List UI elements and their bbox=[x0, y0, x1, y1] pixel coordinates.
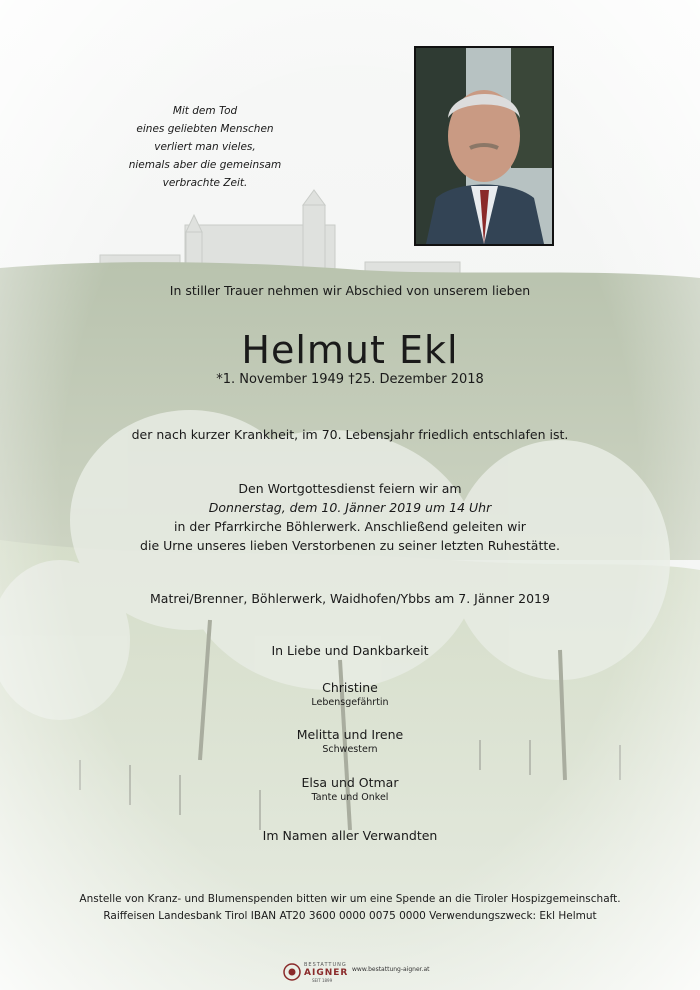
place-date: Matrei/Brenner, Böhlerwerk, Waidhofen/Ybbs am 7. Jänner 2019 bbox=[150, 591, 550, 606]
love-text: In Liebe und Dankbarkeit bbox=[271, 643, 429, 658]
service-line-1: Den Wortgottesdienst feiern wir am bbox=[238, 481, 462, 496]
poem-line: Mit dem Tod bbox=[172, 105, 238, 117]
portrait-illustration bbox=[416, 48, 552, 244]
donation-text: Anstelle von Kranz- und Blumenspenden bitten wir um eine Spende an die Tiroler Hospizgemeinschaft. bbox=[79, 893, 621, 905]
poem-line: verliert man vieles, bbox=[154, 141, 256, 153]
mourner-role: Lebensgefährtin bbox=[311, 697, 389, 708]
service-line-4: die Urne unseres lieben Verstorbenen zu seiner letzten Ruhestätte. bbox=[140, 538, 560, 553]
mourner-name: Elsa und Otmar bbox=[301, 775, 399, 790]
mourner-name: Christine bbox=[322, 680, 378, 695]
logo-line-2: AIGNER bbox=[304, 968, 349, 978]
poem-line: verbrachte Zeit. bbox=[162, 177, 248, 189]
mourner-role: Schwestern bbox=[322, 744, 378, 755]
relatives-text: Im Namen aller Verwandten bbox=[262, 828, 438, 843]
poem-line: niemals aber die gemeinsam bbox=[128, 159, 282, 171]
intro-text: In stiller Trauer nehmen wir Abschied von unserem lieben bbox=[169, 283, 531, 298]
mourner-name: Melitta und Irene bbox=[296, 727, 404, 742]
poem-line: eines geliebten Menschen bbox=[136, 123, 274, 135]
service-date: Donnerstag, dem 10. Jänner 2019 um 14 Uhr bbox=[208, 500, 492, 515]
service-line-3: in der Pfarrkirche Böhlerwerk. Anschließend geleiten wir bbox=[174, 519, 526, 534]
bank-details: Raiffeisen Landesbank Tirol IBAN AT20 3600 0000 0075 0000 Verwendungszweck: Ekl Helmut bbox=[103, 910, 597, 922]
website-url[interactable]: www.bestattung-aigner.at bbox=[352, 966, 430, 973]
portrait-photo bbox=[414, 46, 554, 246]
poem bbox=[110, 102, 300, 192]
logo-line-3: SEIT 1899 bbox=[312, 978, 333, 983]
logo-line-1: BESTATTUNG bbox=[304, 962, 347, 968]
death-text: der nach kurzer Krankheit, im 70. Lebensjahr friedlich entschlafen ist. bbox=[131, 427, 569, 442]
mourner-role: Tante und Onkel bbox=[311, 792, 389, 803]
funeral-home-logo bbox=[282, 960, 362, 984]
deceased-name: Helmut Ekl bbox=[241, 328, 459, 372]
life-dates: *1. November 1949 †25. Dezember 2018 bbox=[216, 372, 484, 387]
